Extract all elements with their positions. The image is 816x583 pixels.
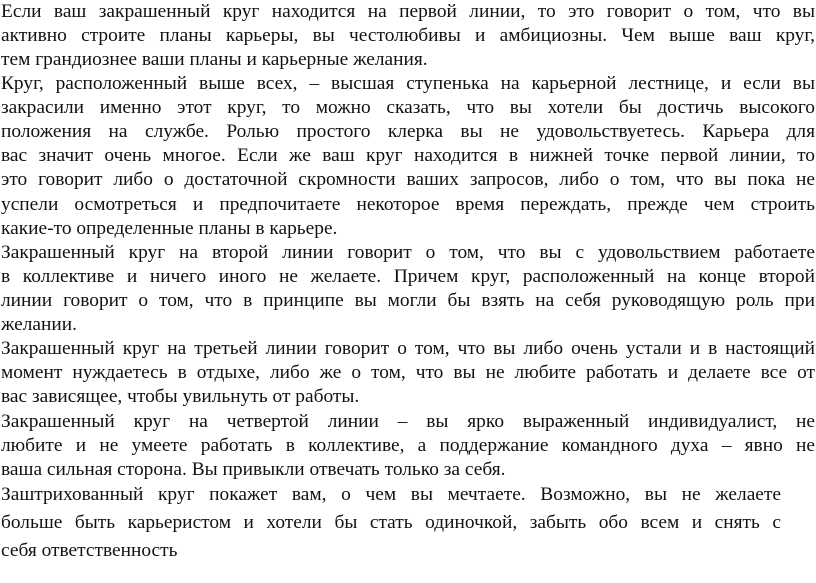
text-line: ваша сильная сторона. Вы привыкли отвечать только за себя. (1, 459, 506, 480)
text-line: себя ответственность (1, 540, 178, 561)
text-line: любите и не умеете работать в коллективе, а поддержание командного духа – явно не (1, 435, 815, 456)
text-line: активно строите планы карьеры, вы честолюбивы и амбициозны. Чем выше ваш круг, (1, 25, 815, 46)
text-line: вас значит очень многое. Если же ваш круг находится в нижней точке первой линии, то (1, 145, 815, 166)
text-line: Заштрихованный круг покажет вам, о чем вы мечтаете. Возможно, вы не желаете (1, 484, 781, 505)
text-line: желании. (1, 314, 78, 335)
text-line: Закрашенный круг на четвертой линии – вы ярко выраженный индивидуалист, не (1, 411, 815, 432)
text-line: положения на службе. Ролью простого клерка вы не удовольствуетесь. Карьера для (1, 121, 815, 142)
text-line: тем грандиознее ваши планы и карьерные желания. (1, 49, 428, 70)
text-line: Круг, расположенный выше всех, – высшая ступенька на карьерной лестнице, и если вы (1, 73, 815, 94)
text-line: линии говорит о том, что в принципе вы могли бы взять на себя руководящую роль при (1, 290, 815, 311)
text-line: Закрашенный круг на третьей линии говорит о том, что вы либо очень устали и в настоящий (1, 338, 815, 359)
text-line: больше быть карьеристом и хотели бы стать одиночкой, забыть обо всем и снять с (1, 512, 781, 533)
text-line: Закрашенный круг на второй линии говорит о том, что вы с удовольствием работаете (1, 242, 815, 263)
text-line: момент нуждаетесь в отдыхе, либо же о том, что вы не любите работать и делаете все от (1, 362, 815, 383)
text-line: это говорит либо о достаточной скромности ваших запросов, либо о том, что вы пока не (1, 169, 815, 190)
text-line: вас зависящее, чтобы увильнуть от работы. (1, 386, 360, 407)
text-line: Если ваш закрашенный круг находится на первой линии, то это говорит о том, что вы (1, 1, 815, 22)
text-line: в коллективе и ничего иного не желаете. Причем круг, расположенный на конце второй (1, 266, 815, 287)
text-line: закрасили именно этот круг, то можно сказать, что вы хотели бы достичь высокого (1, 97, 815, 118)
text-line: успели осмотреться и предпочитаете некоторое время переждать, прежде чем строить (1, 194, 815, 215)
text-line: какие-то определенные планы в карьере. (1, 218, 338, 239)
